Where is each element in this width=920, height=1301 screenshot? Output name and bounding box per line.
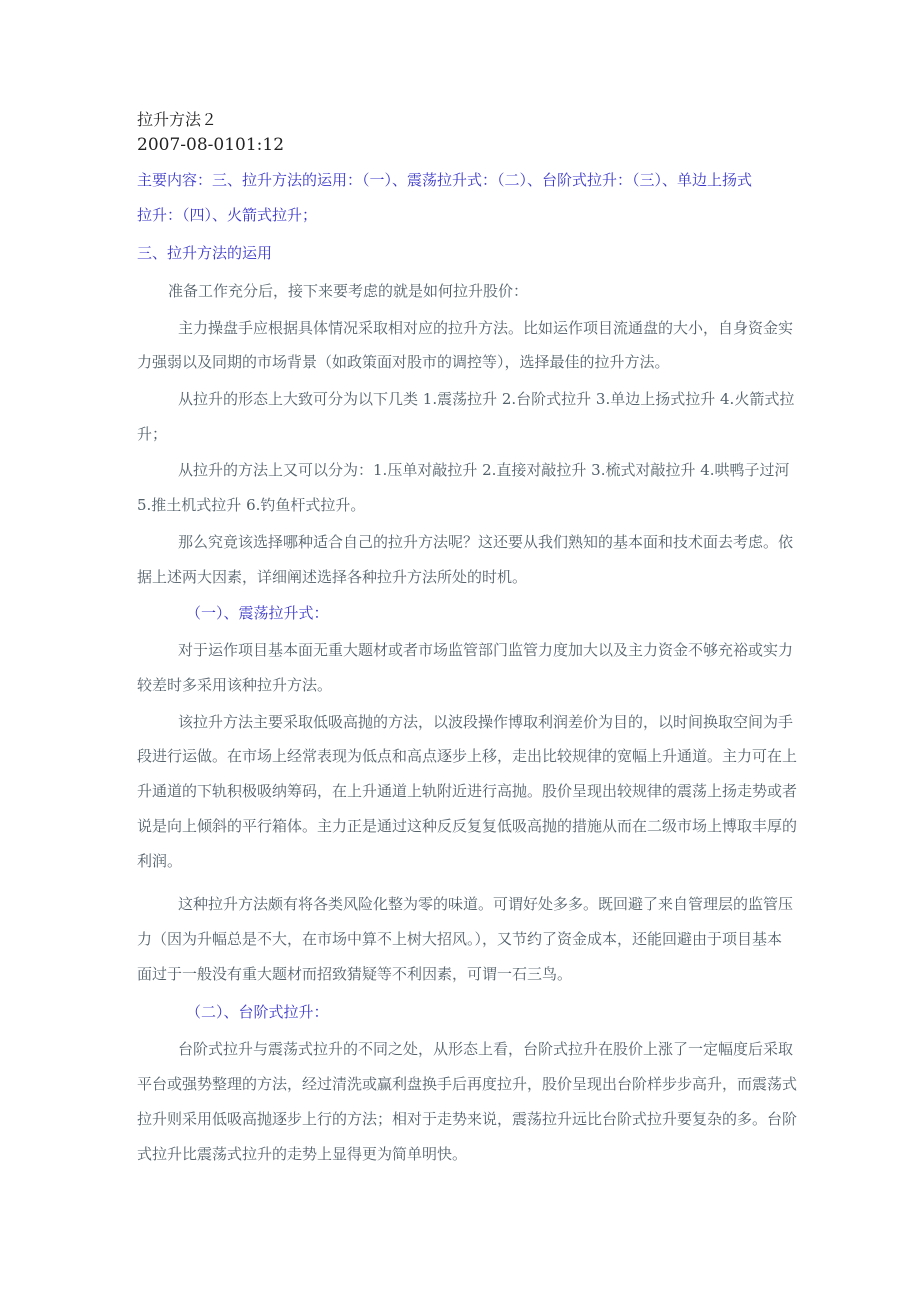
document-title: 拉升方法２	[137, 110, 218, 129]
paragraph-line: 准备工作充分后，接下来要考虑的就是如何拉升股价：	[168, 282, 529, 300]
paragraph-line: 从拉升的方法上又可以分为：1.压单对敲拉升 2.直接对敲拉升 3.梳式对敲拉升 4.哄鸭子过河	[178, 461, 790, 479]
paragraph-line: 拉升则采用低吸高抛逐步上行的方法；相对于走势来说，震荡拉升远比台阶式拉升要复杂的多。台阶	[137, 1110, 798, 1128]
summary-line: 拉升：（四）、火箭式拉升；	[137, 206, 318, 224]
paragraph-line: 力强弱以及同期的市场背景（如政策面对股市的调控等），选择最佳的拉升方法。	[137, 353, 670, 371]
paragraph-line: 面过于一般没有重大题材而招致猜疑等不利因素，可谓一石三鸟。	[137, 965, 573, 983]
paragraph-line: 力（因为升幅总是不大，在市场中算不上树大招风。），又节约了资金成本，还能回避由于项目基本	[137, 930, 783, 948]
paragraph-line: 那么究竟该选择哪种适合自己的拉升方法呢？这还要从我们熟知的基本面和技术面去考虑。依	[178, 533, 794, 551]
subsection-heading: （二）、台阶式拉升：	[186, 1003, 329, 1021]
paragraph-line: 段进行运做。在市场上经常表现为低点和高点逐步上移，走出比较规律的宽幅上升通道。主力可在上	[137, 747, 798, 765]
paragraph-line: 升；	[137, 425, 168, 443]
paragraph-line: 利润。	[137, 852, 183, 870]
paragraph-line: 从拉升的形态上大致可分为以下几类 1.震荡拉升 2.台阶式拉升 3.单边上扬式拉升 4.火箭式拉	[178, 390, 795, 408]
summary-line: 主要内容：三、拉升方法的运用：（一）、震荡拉升式：（二）、台阶式拉升：（三）、单边上扬式	[137, 171, 753, 189]
section-heading: 三、拉升方法的运用	[137, 244, 273, 262]
paragraph-line: 平台或强势整理的方法，经过清洗或赢利盘换手后再度拉升，股价呈现出台阶样步步高升，而震荡式	[137, 1075, 798, 1093]
paragraph-line: 说是向上倾斜的平行箱体。主力正是通过这种反反复复低吸高抛的措施从而在二级市场上博取丰厚的	[137, 817, 798, 835]
paragraph-line: 5.推土机式拉升 6.钓鱼杆式拉升。	[137, 496, 366, 514]
paragraph-line: 较差时多采用该种拉升方法。	[137, 676, 333, 694]
paragraph-line: 据上述两大因素，详细阐述选择各种拉升方法所处的时机。	[137, 568, 528, 586]
paragraph-line: 式拉升比震荡式拉升的走势上显得更为简单明快。	[137, 1145, 468, 1163]
paragraph-line: 主力操盘手应根据具体情况采取相对应的拉升方法。比如运作项目流通盘的大小，自身资金实	[178, 319, 794, 337]
paragraph-line: 升通道的下轨积极吸纳筹码，在上升通道上轨附近进行高抛。股价呈现出较规律的震荡上扬走势或者	[137, 782, 798, 800]
paragraph-line: 对于运作项目基本面无重大题材或者市场监管部门监管力度加大以及主力资金不够充裕或实力	[178, 641, 794, 659]
paragraph-line: 该拉升方法主要采取低吸高抛的方法，以波段操作博取利润差价为目的，以时间换取空间为手	[178, 713, 794, 731]
paragraph-line: 台阶式拉升与震荡式拉升的不同之处，从形态上看，台阶式拉升在股价上涨了一定幅度后采取	[178, 1040, 794, 1058]
subsection-heading: （一）、震荡拉升式：	[186, 604, 329, 622]
paragraph-line: 这种拉升方法颇有将各类风险化整为零的味道。可谓好处多多。既回避了来自管理层的监管压	[178, 895, 794, 913]
document-date: 2007-08-0101:12	[137, 135, 285, 155]
